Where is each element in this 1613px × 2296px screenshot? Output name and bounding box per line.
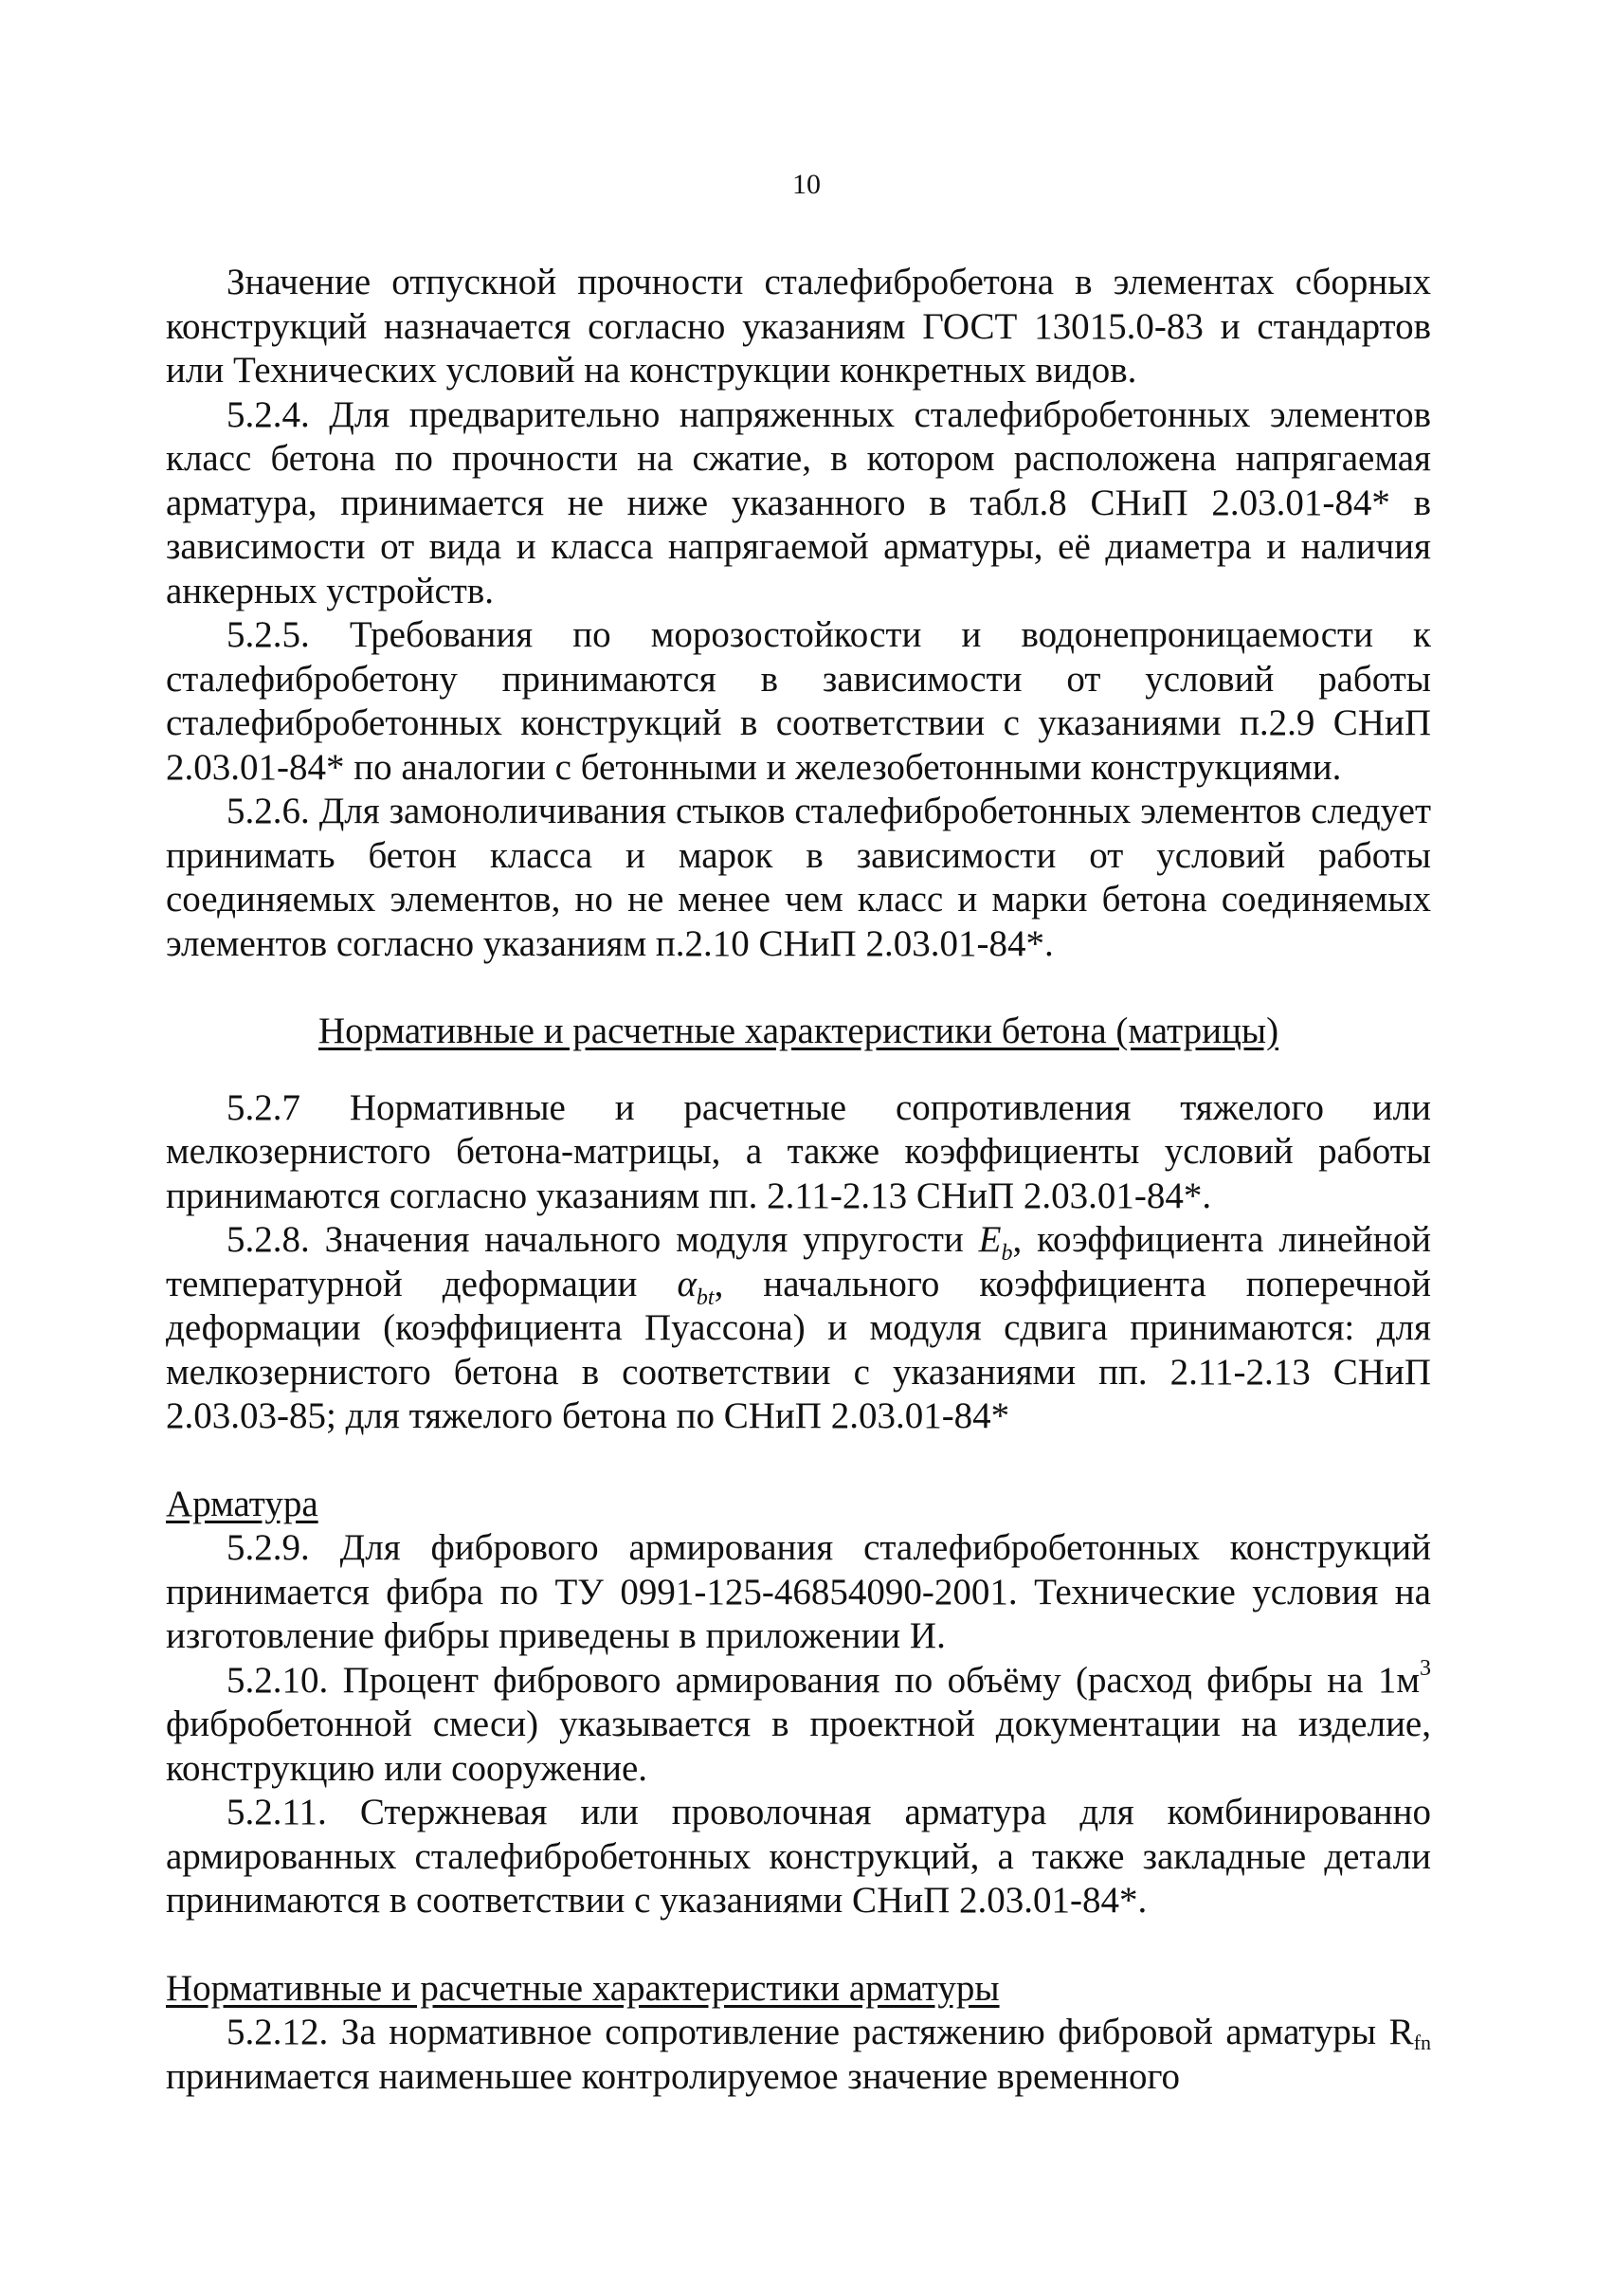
symbol-elastic-modulus: $E_b$ xyxy=(978,1219,1013,1266)
paragraph-5-2-8-part3: , начального коэффициента поперечной деформации (коэффициента Пуассона) и модуля сдвига принимаются: для мелкозернистого бетона в соответствии с указаниями пп. 2.11-2.13 СНиП 2.03.03-85; для тяжелого бетона по СНиП 2.03.01-84* xyxy=(166,1263,1432,1436)
paragraph-5-2-8-part2: , коэффициента линейной температурной деформации xyxy=(166,1219,1431,1304)
section-heading-reinforcement-props: Нормативные и расчетные характеристики арматуры xyxy=(166,1967,1000,2009)
superscript-cubic: 3 xyxy=(1420,1655,1431,1681)
paragraph-5-2-4: 5.2.4. Для предварительно напряженных сталефибробетонных элементов класс бетона по прочности на сжатие, в котором расположена напрягаемая арматура, принимается не ниже указанного в табл.8 СНиП 2.03.01-84* в зависимости от вида и класса напрягаемой арматуры, её диаметра и наличия анкерных устройств. xyxy=(166,393,1431,611)
paragraph-5-2-6: 5.2.6. Для замоноличивания стыков сталефибробетонных элементов следует принимать бетон класса и марок в зависимости от условий работы соединяемых элементов, но не менее чем класс и марки бетона соединяемых элементов согласно указаниям п.2.10 СНиП 2.03.01-84*. xyxy=(166,791,1431,964)
document-body xyxy=(166,261,1431,2099)
paragraph-5-2-8 xyxy=(166,1218,1431,1439)
paragraph-5-2-8-part1: 5.2.8. Значения начального модуля упругости xyxy=(227,1219,979,1260)
symbol-normative-resistance: Rfn xyxy=(1388,2012,1431,2054)
paragraph-5-2-7: 5.2.7 Нормативные и расчетные сопротивления тяжелого или мелкозернистого бетона-матрицы, а также коэффициенты условий работы принимаются согласно указаниям пп. 2.11-2.13 СНиП 2.03.01-84*. xyxy=(166,1086,1431,1216)
section-heading-concrete: Нормативные и расчетные характеристики бетона (матрицы) xyxy=(317,1011,1279,1051)
paragraph-5-2-12: 5.2.12. За нормативное сопротивление растяжению фибровой арматуры Rfn принимается наименьшее контролируемое значение временного xyxy=(166,2012,1431,2097)
section-heading-reinforcement: Арматура xyxy=(166,1483,318,1524)
symbol-thermal-coefficient: $\alpha_{bt}$ xyxy=(677,1263,715,1310)
page-number: 10 xyxy=(792,169,821,200)
paragraph-5-2-5: 5.2.5. Требования по морозостойкости и водонепроницаемости к сталефибробетону принимаются в зависимости от условий работы сталефибробетонных конструкций в соответствии с указаниями п.2.9 СНиП 2.03.01-84* по аналогии с бетонными и железобетонными конструкциями. xyxy=(166,614,1431,788)
paragraph-5-2-10: 5.2.10. Процент фибрового армирования по объёму (расход фибры на $1м^3$ фибробетонной смеси) указывается в проектной документации на изделие, конструкцию или сооружение. xyxy=(166,1655,1431,1789)
paragraph-5-2-9: 5.2.9. Для фибрового армирования сталефибробетонных конструкций принимается фибра по ТУ 0991-125-46854090-2001. Технические условия на изготовление фибры приведены в приложении И. xyxy=(166,1527,1431,1656)
paragraph-5-2-11: 5.2.11. Стержневая или проволочная арматура для комбинированно армированных сталефибробетонных конструкций, а также закладные детали принимаются в соответствии с указаниями СНиП 2.03.01-84*. xyxy=(166,1792,1431,1921)
paragraph-release-strength: Значение отпускной прочности сталефибробетона в элементах сборных конструкций назначается согласно указаниям ГОСТ 13015.0-83 и стандартов или Технических условий на конструкции конкретных видов. xyxy=(166,262,1431,391)
